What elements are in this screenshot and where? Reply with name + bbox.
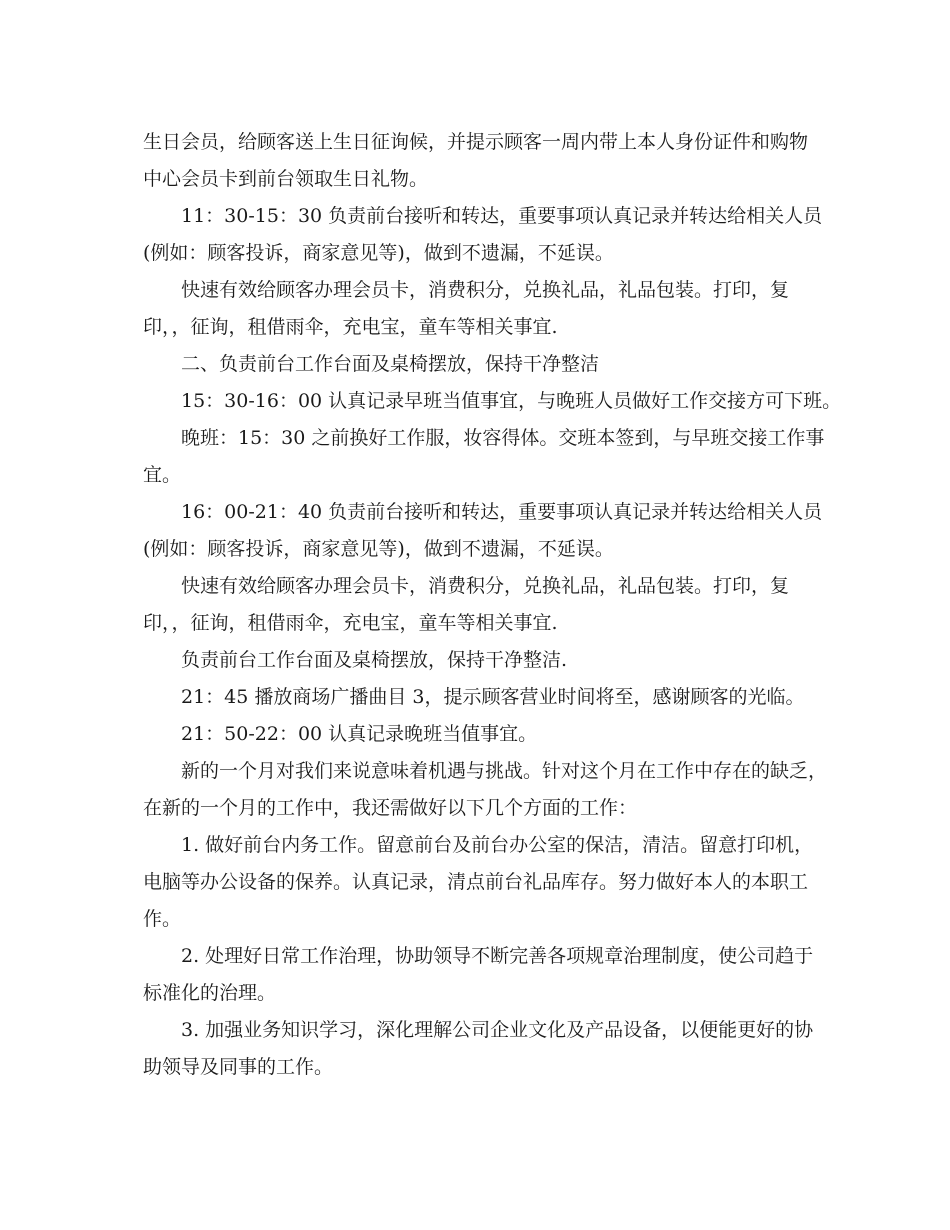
text-line: 作。 xyxy=(143,908,182,930)
text-line: 生日会员，给顾客送上生日征询候，并提示顾客一周内带上本人身份证件和购物 xyxy=(143,131,809,153)
document-body xyxy=(143,124,842,1086)
text-line: 2. 处理好日常工作治理，协助领导不断完善各项规章治理制度，使公司趋于 xyxy=(181,945,814,967)
text-line: 印，，征询，租借雨伞，充电宝，童车等相关事宜. xyxy=(143,612,558,634)
text-line: 1. 做好前台内务工作。留意前台及前台办公室的保洁，清洁。留意打印机， xyxy=(181,834,814,856)
text-line: (例如：顾客投诉，商家意见等)，做到不遗漏，不延误。 xyxy=(143,538,614,560)
text-line: 21：45 播放商场广播曲目 3，提示顾客营业时间将至，感谢顾客的光临。 xyxy=(181,686,805,708)
text-line: 11：30-15：30 负责前台接听和转达，重要事项认真记录并转达给相关人员 xyxy=(181,205,823,227)
text-line: 中心会员卡到前台领取生日礼物。 xyxy=(143,168,429,190)
text-line: 助领导及同事的工作。 xyxy=(143,1056,334,1078)
text-line: 负责前台工作台面及桌椅摆放，保持干净整洁. xyxy=(181,649,568,671)
text-line: 快速有效给顾客办理会员卡，消费积分，兑换礼品，礼品包装。打印，复 xyxy=(181,575,790,597)
text-line: 晚班：15：30 之前换好工作服，妆容得体。交班本签到，与早班交接工作事 xyxy=(181,427,825,449)
text-line: 在新的一个月的工作中，我还需做好以下几个方面的工作： xyxy=(143,797,638,819)
text-line: 16：00-21：40 负责前台接听和转达，重要事项认真记录并转达给相关人员 xyxy=(181,501,823,523)
text-line: 电脑等办公设备的保养。认真记录，清点前台礼品库存。努力做好本人的本职工 xyxy=(143,871,809,893)
text-line: 3. 加强业务知识学习，深化理解公司企业文化及产品设备，以便能更好的协 xyxy=(181,1019,814,1041)
text-line: 印，，征询，租借雨伞，充电宝，童车等相关事宜. xyxy=(143,316,558,338)
text-line: 15：30-16：00 认真记录早班当值事宜，与晚班人员做好工作交接方可下班。 xyxy=(181,390,842,412)
text-line: 标准化的治理。 xyxy=(143,982,277,1004)
text-line: 宜。 xyxy=(143,464,182,486)
text-line: 快速有效给顾客办理会员卡，消费积分，兑换礼品，礼品包装。打印，复 xyxy=(181,279,790,301)
text-line: 新的一个月对我们来说意味着机遇与挑战。针对这个月在工作中存在的缺乏， xyxy=(181,760,828,782)
text-line: (例如：顾客投诉，商家意见等)，做到不遗漏，不延误。 xyxy=(143,242,614,264)
text-line: 二、负责前台工作台面及桌椅摆放，保持干净整洁 xyxy=(181,353,600,375)
text-line: 21：50-22：00 认真记录晚班当值事宜。 xyxy=(181,723,538,745)
